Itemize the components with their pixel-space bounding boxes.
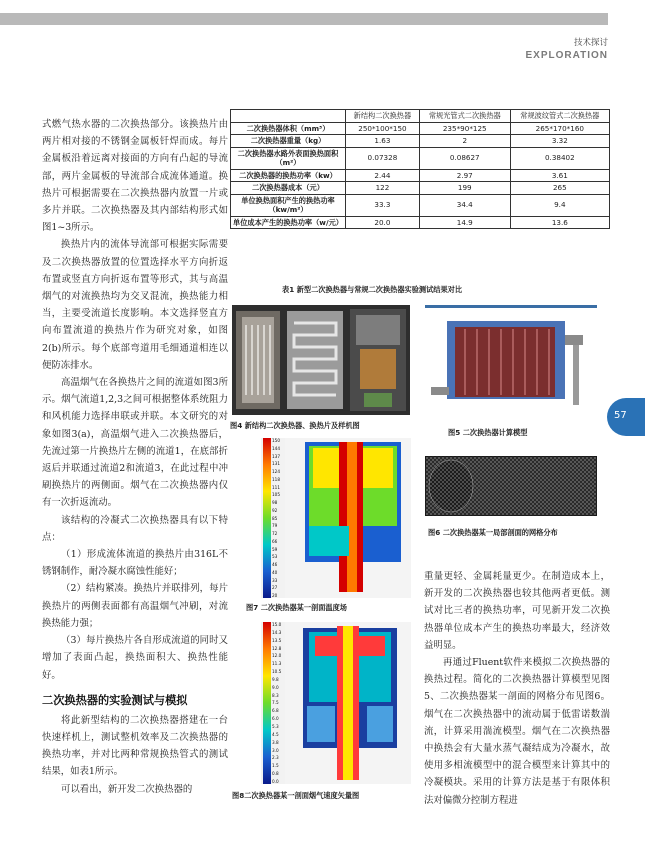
fig8-legend	[261, 622, 283, 784]
row-label: 二次换热器成本（元）	[231, 182, 346, 195]
paragraph: 将此新型结构的二次换热器搭建在一台快速样机上，测试整机效率及二次换热器的换热功率，并对比两种常规换热管式的测试结果，如表1所示。	[42, 714, 228, 778]
table-cell: 13.6	[510, 216, 609, 229]
legend-value: 15.0	[272, 622, 282, 627]
legend-value: 6.8	[272, 708, 279, 714]
table-cell: 0.38402	[510, 147, 609, 169]
legend-value: 40	[272, 569, 278, 575]
fig7-legend	[261, 438, 283, 598]
section-label: 技术探讨	[573, 38, 608, 48]
table-cell: 2.97	[419, 169, 510, 182]
section-heading: 二次换热器的实验测试与模拟	[42, 693, 188, 707]
table-row	[231, 135, 610, 148]
legend-value: 13.5	[272, 637, 282, 643]
heat-exchanger-photo-icon	[232, 305, 410, 415]
legend-value: 66	[272, 538, 278, 544]
legend-value: 111	[272, 484, 280, 490]
paragraph: 换热片内的流体导流部可根据实际需要及二次换热器放置的位置选择水平方向折返布置或竖直方向折返布置等形式，其与高温烟气的对流换热均为交叉混流，换热能力相当，主要受流道长度影响。本文选择竖直方向布置流道的换热片作为研究对象，如图2(b)所示。每个底部弯道用毛细通道相连以便防冻排水。	[42, 239, 228, 371]
paragraph: 可以看出，新开发二次换热器的	[61, 783, 193, 795]
legend-value: 46	[272, 562, 278, 567]
table-row	[231, 194, 610, 216]
legend-values	[272, 438, 280, 598]
legend-value: 12.0	[272, 653, 282, 659]
table-cell: 0.08627	[419, 147, 510, 169]
table-caption: 表1 新型二次换热器与常规二次换热器实验测试结果对比	[282, 285, 463, 294]
legend-value: 1.5	[272, 763, 279, 769]
temperature-contour-icon	[285, 438, 411, 598]
legend-value: 53	[272, 554, 278, 560]
table-cell: 199	[419, 182, 510, 195]
fig6-caption: 图6 二次换热器某一局部剖面的网格分布	[428, 528, 558, 537]
fig4-caption: 图4 新结构二次换热器、换热片及样机图	[230, 421, 360, 430]
legend-value: 92	[272, 507, 278, 513]
fig6-mesh	[425, 456, 597, 516]
legend-value: 10.5	[272, 669, 282, 675]
table-header-cell: 常规波纹管式二次换热器	[510, 110, 609, 123]
legend-value: 6.0	[272, 716, 279, 722]
paragraph: 高温烟气在各换热片之间的流道如图3所示。烟气流道1,2,3之间可根据整体系统阻力和风机能力选择串联或并联。本文研究的对象如图3(a)，高温烟气进入二次换热器后，先流过第一片换热片左侧的流道1，在底部折返后并联通过流道2和流道3，在此过程中冲刷换热片的两侧面。烟气在二次换热器内仅有一次折返流动。	[42, 377, 228, 509]
paragraph: 式燃气热水器的二次换热部分。该换热片由两片相对接的不锈钢金属板钎焊而成。每片金属板沿着远离对接面的方向有凸起的导流部，两片金属板的导流部合成流体通道。换热片可根据需要在二次换热器内放置一片或多片并联。二次换热器及其内部结构形式如图1~3所示。	[42, 119, 228, 234]
legend-value: 98	[272, 500, 278, 505]
table-row	[231, 169, 610, 182]
table-cell: 265	[510, 182, 609, 195]
row-label: 单位换热面积产生的换热功率（kw/m²）	[231, 194, 346, 216]
fig5-model	[425, 305, 597, 415]
legend-value: 144	[272, 445, 280, 451]
table-cell: 265*170*160	[510, 122, 609, 135]
legend-value: 79	[272, 523, 278, 529]
velocity-vector-icon	[285, 622, 411, 784]
paragraph: 该结构的冷凝式二次换热器具有以下特点：	[42, 514, 228, 543]
computational-model-icon	[425, 305, 597, 415]
table-header-cell: 新结构二次换热器	[346, 110, 420, 123]
fig7-temperature-field	[261, 438, 411, 598]
table-cell: 2.44	[346, 169, 420, 182]
legend-values	[272, 622, 281, 784]
legend-value: 150	[272, 438, 280, 443]
legend-value: 14.3	[272, 629, 282, 635]
right-column	[424, 568, 610, 809]
table-header-cell	[231, 110, 346, 123]
header-bar	[0, 13, 608, 25]
row-label: 二次换热器重量（kg）	[231, 135, 346, 148]
table-cell: 33.3	[346, 194, 420, 216]
legend-value: 7.5	[272, 700, 279, 706]
table-cell: 34.4	[419, 194, 510, 216]
fig7-caption: 图7 二次换热器某一剖面温度场	[246, 603, 347, 612]
legend-value: 9.0	[272, 684, 279, 690]
mesh-grid-icon	[425, 456, 597, 516]
legend-value: 12.8	[272, 645, 282, 651]
legend-value: 9.8	[272, 676, 279, 682]
fig8-caption: 图8二次换热器某一剖面烟气速度矢量图	[232, 791, 360, 800]
legend-value: 0.0	[272, 778, 279, 784]
row-label: 二次换热器的换热功率（kw）	[231, 169, 346, 182]
table-row	[231, 182, 610, 195]
legend-value: 27	[272, 585, 278, 591]
fig5-caption: 图5 二次换热器计算模型	[448, 428, 528, 437]
table-row	[231, 147, 610, 169]
legend-value: 11.3	[272, 661, 282, 667]
paragraph: （1）形成流体流道的换热片由316L不锈钢制作，耐冷凝水腐蚀性能好；	[42, 549, 228, 578]
legend-value: 72	[272, 531, 278, 536]
legend-value: 124	[272, 469, 280, 474]
row-label: 二次换热器水路外表面换热面积（m²）	[231, 147, 346, 169]
fig8-velocity-vectors	[261, 622, 411, 784]
table-header-row	[231, 110, 610, 123]
legend-value: 105	[272, 492, 280, 498]
paragraph: 重量更轻、金属耗量更少。在制造成本上，新开发的二次换热器也较其他两者更低。测试对比三者的换热功率，可见新开发二次换热器单位成本产生的换热功率最大，经济效益明显。	[424, 571, 610, 651]
table-cell: 122	[346, 182, 420, 195]
table-cell: 250*100*150	[346, 122, 420, 135]
table-cell: 1.63	[346, 135, 420, 148]
legend-value: 137	[272, 453, 280, 459]
legend-value: 59	[272, 546, 278, 552]
legend-value: 33	[272, 577, 278, 583]
section-label-en: EXPLORATION	[525, 50, 608, 61]
table-row	[231, 122, 610, 135]
table-cell: 3.32	[510, 135, 609, 148]
legend-value: 118	[272, 476, 280, 482]
table-cell: 20.0	[346, 216, 420, 229]
table-cell: 235*90*125	[419, 122, 510, 135]
fig4-photo	[232, 305, 410, 415]
legend-value: 2.3	[272, 755, 279, 761]
legend-value: 131	[272, 461, 280, 467]
row-label: 单位成本产生的换热功率（w/元）	[231, 216, 346, 229]
table-cell: 14.9	[419, 216, 510, 229]
table-row	[231, 216, 610, 229]
legend-value: 0.8	[272, 771, 279, 777]
row-label: 二次换热器体积（mm³）	[231, 122, 346, 135]
comparison-table	[230, 109, 610, 229]
paragraph: （2）结构紧凑。换热片并联排列，每片换热片的两侧表面都有高温烟气冲刷，对流换热能力强；	[42, 583, 228, 629]
legend-colorbar	[263, 622, 271, 784]
legend-value: 3.8	[272, 739, 279, 745]
legend-value: 8.3	[272, 692, 279, 698]
paragraph: （3）每片换热片各自形成流道的同时又增加了表面凸起，换热面积大、换热性能好。	[42, 635, 228, 681]
legend-value: 20	[272, 593, 278, 598]
left-column	[42, 116, 228, 798]
legend-value: 4.5	[272, 731, 279, 737]
legend-value: 3.0	[272, 747, 279, 753]
page-number: 57	[614, 410, 627, 421]
table-cell: 0.07328	[346, 147, 420, 169]
table-cell: 2	[419, 135, 510, 148]
table-cell: 3.61	[510, 169, 609, 182]
legend-value: 5.3	[272, 723, 279, 729]
table-cell: 9.4	[510, 194, 609, 216]
paragraph: 再通过Fluent软件来模拟二次换热器的换热过程。简化的二次换热器计算模型见图5、二次换热器某一剖面的网格分布见图6。烟气在二次换热器中的流动属于低雷诺数湍流，计算采用湍流模型。烟气在二次换热器中换热会有大量水蒸气凝结成为冷凝水，故使用多相流模型中的混合模型来计算其中的冷凝模块。采用的计算方法是基于有限体积法对偏微分控制方程进	[424, 657, 610, 806]
legend-colorbar	[263, 438, 271, 598]
table-header-cell: 常规光管式二次换热器	[419, 110, 510, 123]
legend-value: 85	[272, 515, 278, 521]
